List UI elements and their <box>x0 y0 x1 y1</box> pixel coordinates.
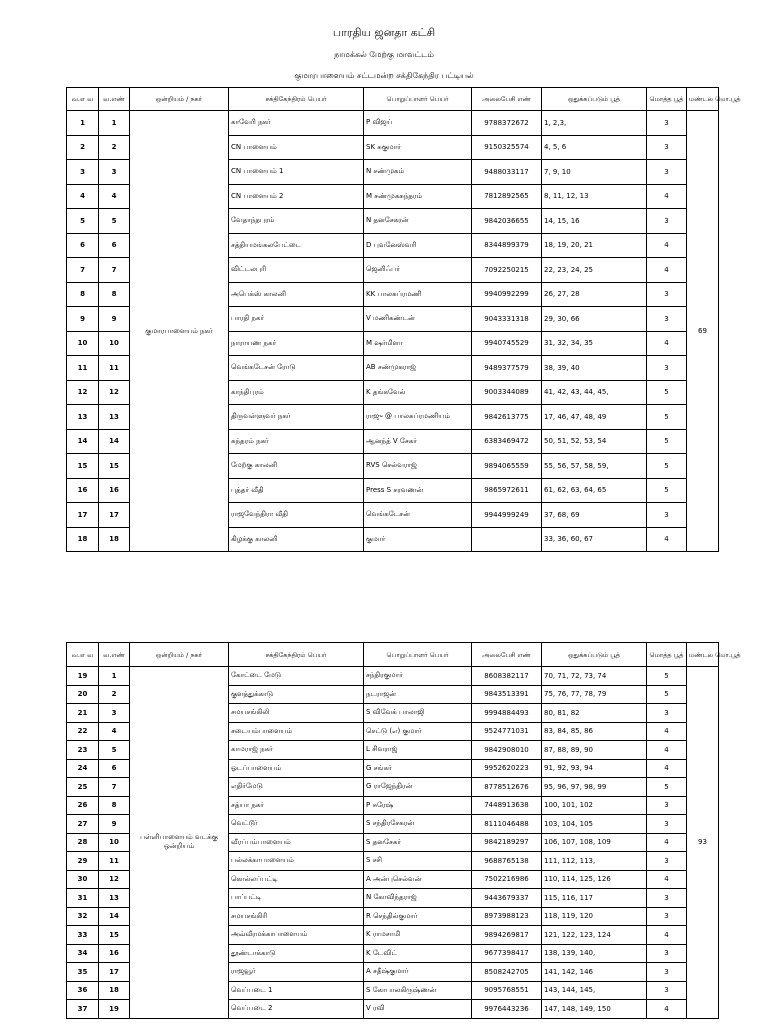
cell-total: 4 <box>647 759 687 778</box>
shakti-kendra-table-1 <box>66 87 741 552</box>
cell-incharge: A அன்புசெல்வன் <box>364 870 472 889</box>
cell-total: 3 <box>647 981 687 1000</box>
cell-phone: 8111046488 <box>472 815 542 834</box>
cell-kendra-name: CN பாளையம் 2 <box>229 184 364 209</box>
cell-kendra-name: வெப்படை 2 <box>229 1000 364 1019</box>
cell-kendra-name: மேற்கு காலனி <box>229 454 364 479</box>
cell-incharge: S சந்திரசேகரன் <box>364 815 472 834</box>
cell-phone: 9842613775 <box>472 405 542 430</box>
cell-kendra-name: எதிர்மேடு <box>229 778 364 797</box>
cell-serial: 1 <box>67 111 99 136</box>
cell-total: 3 <box>647 135 687 160</box>
col-header-incharge: பொறுப்பாளர் பெயர் <box>364 643 472 667</box>
cell-total: 4 <box>647 926 687 945</box>
cell-incharge: ஆனந்த் V சேகர் <box>364 429 472 454</box>
cell-number: 5 <box>99 209 130 234</box>
cell-serial: 15 <box>67 454 99 479</box>
cell-total: 3 <box>647 209 687 234</box>
cell-total: 3 <box>647 944 687 963</box>
cell-kendra-name: அவ்வீரமக்காபாளையம் <box>229 926 364 945</box>
cell-booths: 1, 2,3, <box>542 111 647 136</box>
cell-phone: 6383469472 <box>472 429 542 454</box>
cell-booths: 106, 107, 108, 109 <box>542 833 647 852</box>
cell-number: 13 <box>99 889 130 908</box>
cell-incharge: M ஷர்மிளா <box>364 331 472 356</box>
col-header-total: மொத்த பூத் <box>647 88 687 111</box>
cell-total: 4 <box>647 741 687 760</box>
cell-incharge: P விஜய் <box>364 111 472 136</box>
cell-number: 11 <box>99 852 130 871</box>
cell-phone: 9894065559 <box>472 454 542 479</box>
col-header-number: வ.எண் <box>99 88 130 111</box>
table-row <box>67 667 719 686</box>
cell-kendra-name: சமயசங்கிலி <box>229 704 364 723</box>
cell-number: 18 <box>99 981 130 1000</box>
cell-number: 2 <box>99 135 130 160</box>
cell-incharge: N சண்முகம் <box>364 160 472 185</box>
cell-booths: 80, 81, 82 <box>542 704 647 723</box>
cell-total: 4 <box>647 722 687 741</box>
cell-phone: 9842189297 <box>472 833 542 852</box>
cell-number: 6 <box>99 233 130 258</box>
cell-kendra-name: வெங்கடேசன் ரோடு <box>229 356 364 381</box>
cell-total: 3 <box>647 796 687 815</box>
cell-union-group: குமாரபாளையம் நகர் <box>130 111 229 552</box>
cell-number: 9 <box>99 307 130 332</box>
cell-number: 8 <box>99 282 130 307</box>
cell-incharge: A சதீஷ்குமார் <box>364 963 472 982</box>
cell-phone: 8608382117 <box>472 667 542 686</box>
cell-serial: 18 <box>67 527 99 552</box>
cell-booths: 110, 114, 125, 126 <box>542 870 647 889</box>
cell-phone: 8508242705 <box>472 963 542 982</box>
cell-incharge: G ராஜேந்திரன் <box>364 778 472 797</box>
col-header-mandal-total: மண்டல மொ.பூத் <box>687 88 719 111</box>
cell-number: 1 <box>99 111 130 136</box>
cell-incharge: P சுரேஷ் <box>364 796 472 815</box>
cell-total: 5 <box>647 405 687 430</box>
cell-incharge: சந்திரகுமார் <box>364 667 472 686</box>
cell-total: 3 <box>647 111 687 136</box>
cell-number: 11 <box>99 356 130 381</box>
cell-serial: 34 <box>67 944 99 963</box>
col-header-incharge: பொறுப்பாளர் பெயர் <box>364 88 472 111</box>
cell-number: 6 <box>99 759 130 778</box>
cell-kendra-name: வீரப்பம்பாளையம் <box>229 833 364 852</box>
cell-number: 8 <box>99 796 130 815</box>
cell-number: 10 <box>99 331 130 356</box>
cell-total: 4 <box>647 527 687 552</box>
cell-booths: 87, 88, 89, 90 <box>542 741 647 760</box>
cell-number: 13 <box>99 405 130 430</box>
cell-serial: 12 <box>67 380 99 405</box>
cell-total: 3 <box>647 307 687 332</box>
cell-total: 5 <box>647 478 687 503</box>
cell-incharge: AB சண்முகராஜ் <box>364 356 472 381</box>
cell-booths: 14, 15, 16 <box>542 209 647 234</box>
cell-kendra-name: ஓடப்பாளையம் <box>229 759 364 778</box>
cell-phone: 7502216986 <box>472 870 542 889</box>
cell-mandal-total: 93 <box>687 667 719 1019</box>
cell-phone: 9150325574 <box>472 135 542 160</box>
cell-number: 15 <box>99 454 130 479</box>
cell-incharge: L சிவராஜ் <box>364 741 472 760</box>
cell-phone: 9095768551 <box>472 981 542 1000</box>
cell-phone: 9952620223 <box>472 759 542 778</box>
cell-number: 3 <box>99 160 130 185</box>
cell-serial: 30 <box>67 870 99 889</box>
cell-serial: 32 <box>67 907 99 926</box>
cell-booths: 17, 46, 47, 48, 49 <box>542 405 647 430</box>
col-header-phone: அலைபேசி எண் <box>472 88 542 111</box>
cell-booths: 111, 112, 113, <box>542 852 647 871</box>
cell-total: 3 <box>647 963 687 982</box>
cell-incharge: S சசி <box>364 852 472 871</box>
cell-booths: 8, 11, 12, 13 <box>542 184 647 209</box>
district-subtitle: நாமக்கல் மேற்கு மாவட்டம் <box>334 50 434 59</box>
cell-phone: 8778512676 <box>472 778 542 797</box>
cell-kendra-name: வெட்டூர் <box>229 815 364 834</box>
col-header-serial: வ.எ வ <box>67 643 99 667</box>
cell-booths: 50, 51, 52, 53, 54 <box>542 429 647 454</box>
cell-phone: 9944999249 <box>472 503 542 528</box>
cell-phone: 9003344089 <box>472 380 542 405</box>
cell-number: 19 <box>99 1000 130 1019</box>
cell-number: 15 <box>99 926 130 945</box>
cell-serial: 19 <box>67 667 99 686</box>
cell-booths: 7, 9, 10 <box>542 160 647 185</box>
cell-booths: 37, 68, 69 <box>542 503 647 528</box>
cell-serial: 26 <box>67 796 99 815</box>
cell-total: 3 <box>647 889 687 908</box>
cell-phone: 9842908010 <box>472 741 542 760</box>
cell-serial: 20 <box>67 685 99 704</box>
cell-incharge: வெங்கடேசன் <box>364 503 472 528</box>
document-title: பாரதிய ஜனதா கட்சி <box>332 26 436 39</box>
cell-incharge: R செந்தில்குமார் <box>364 907 472 926</box>
cell-phone: 7092250215 <box>472 258 542 283</box>
cell-total: 4 <box>647 331 687 356</box>
cell-booths: 121, 122, 123, 124 <box>542 926 647 945</box>
cell-kendra-name: ராஜவேந்திரா வீதி <box>229 503 364 528</box>
cell-booths: 33, 36, 60, 67 <box>542 527 647 552</box>
cell-number: 14 <box>99 907 130 926</box>
cell-total: 4 <box>647 1000 687 1019</box>
cell-serial: 13 <box>67 405 99 430</box>
cell-total: 3 <box>647 356 687 381</box>
cell-mandal-total: 69 <box>687 111 719 552</box>
cell-incharge: S கோபாலகிருஷ்ணன் <box>364 981 472 1000</box>
cell-kendra-name: சமயசங்கிரி <box>229 907 364 926</box>
cell-booths: 118, 119, 120 <box>542 907 647 926</box>
cell-incharge: ஜெனிஃபர் <box>364 258 472 283</box>
cell-phone: 9842036655 <box>472 209 542 234</box>
cell-serial: 7 <box>67 258 99 283</box>
cell-total: 3 <box>647 852 687 871</box>
cell-serial: 25 <box>67 778 99 797</box>
cell-kendra-name: காமராஜ் நகர் <box>229 741 364 760</box>
cell-phone: 9524771031 <box>472 722 542 741</box>
cell-incharge: N கோவிந்தராஜ் <box>364 889 472 908</box>
cell-phone: 9865972611 <box>472 478 542 503</box>
cell-kendra-name: குளத்துக்காடு <box>229 685 364 704</box>
cell-serial: 11 <box>67 356 99 381</box>
cell-total: 3 <box>647 282 687 307</box>
cell-kendra-name: சத்யா நகர் <box>229 796 364 815</box>
cell-incharge: KK பாலசுப்ரமணி <box>364 282 472 307</box>
col-header-booths: ஒதுக்கப்படும் பூத் <box>542 643 647 667</box>
cell-number: 3 <box>99 704 130 723</box>
cell-serial: 37 <box>67 1000 99 1019</box>
cell-phone: 7812892565 <box>472 184 542 209</box>
cell-booths: 29, 30, 66 <box>542 307 647 332</box>
table-row <box>67 111 719 136</box>
cell-booths: 115, 116, 117 <box>542 889 647 908</box>
cell-booths: 91, 92, 93, 94 <box>542 759 647 778</box>
col-header-union: ஒன்றியம் / நகர் <box>130 643 229 667</box>
cell-incharge: குமார் <box>364 527 472 552</box>
cell-phone: 9788372672 <box>472 111 542 136</box>
cell-kendra-name: திருவள்ளுவர் நகர் <box>229 405 364 430</box>
cell-booths: 100, 101, 102 <box>542 796 647 815</box>
cell-total: 4 <box>647 870 687 889</box>
cell-total: 3 <box>647 704 687 723</box>
cell-booths: 31, 32, 34, 35 <box>542 331 647 356</box>
cell-incharge: G சங்கர் <box>364 759 472 778</box>
cell-booths: 70, 71, 72, 73, 74 <box>542 667 647 686</box>
cell-incharge: V மணிகண்டன் <box>364 307 472 332</box>
cell-serial: 17 <box>67 503 99 528</box>
cell-serial: 10 <box>67 331 99 356</box>
cell-booths: 26, 27, 28 <box>542 282 647 307</box>
cell-booths: 141, 142, 146 <box>542 963 647 982</box>
cell-incharge: செட்டு (எ) குமார் <box>364 722 472 741</box>
table-header-row <box>67 643 719 667</box>
cell-kendra-name: கொல்லப்பட்டி <box>229 870 364 889</box>
cell-total: 5 <box>647 454 687 479</box>
cell-union-group: பள்ளிபாளையம் வடக்கு ஒன்றியம் <box>130 667 229 1019</box>
col-header-mandal-total: மண்டல மொ.பூத் <box>687 643 719 667</box>
cell-booths: 61, 62, 63, 64, 65 <box>542 478 647 503</box>
cell-kendra-name: அபெக்ஸ் காலனி <box>229 282 364 307</box>
cell-phone: 9043331318 <box>472 307 542 332</box>
cell-incharge: V ரவி <box>364 1000 472 1019</box>
cell-incharge: K தங்கவேல் <box>364 380 472 405</box>
cell-kendra-name: பல்லக்காபாளையம் <box>229 852 364 871</box>
col-header-phone: அலைபேசி எண் <box>472 643 542 667</box>
cell-phone: 8973988123 <box>472 907 542 926</box>
cell-serial: 35 <box>67 963 99 982</box>
cell-number: 14 <box>99 429 130 454</box>
cell-total: 4 <box>647 258 687 283</box>
cell-booths: 143, 144, 145, <box>542 981 647 1000</box>
cell-kendra-name: பாப்பட்டி <box>229 889 364 908</box>
cell-phone: 7448913638 <box>472 796 542 815</box>
cell-incharge: RVS செல்வராஜ் <box>364 454 472 479</box>
cell-phone: 9489377579 <box>472 356 542 381</box>
cell-serial: 2 <box>67 135 99 160</box>
cell-number: 10 <box>99 833 130 852</box>
cell-number: 5 <box>99 741 130 760</box>
cell-booths: 4, 5, 6 <box>542 135 647 160</box>
cell-number: 16 <box>99 478 130 503</box>
cell-number: 17 <box>99 503 130 528</box>
cell-kendra-name: கிழக்கு காலனி <box>229 527 364 552</box>
cell-serial: 24 <box>67 759 99 778</box>
cell-total: 4 <box>647 833 687 852</box>
cell-phone: 9843513391 <box>472 685 542 704</box>
cell-total: 5 <box>647 380 687 405</box>
cell-incharge: M சண்முகசுந்தரம் <box>364 184 472 209</box>
cell-kendra-name: புத்தர் வீதி <box>229 478 364 503</box>
table-header-row <box>67 88 719 111</box>
cell-incharge: K ராமசாமி <box>364 926 472 945</box>
cell-number: 4 <box>99 184 130 209</box>
col-header-serial: வ.எ வ <box>67 88 99 111</box>
cell-kendra-name: சுந்தரம் நகர் <box>229 429 364 454</box>
cell-kendra-name: கோட்டை மேடு <box>229 667 364 686</box>
cell-serial: 23 <box>67 741 99 760</box>
cell-total: 5 <box>647 429 687 454</box>
cell-booths: 103, 104, 105 <box>542 815 647 834</box>
cell-kendra-name: நாராயண நகர் <box>229 331 364 356</box>
cell-number: 9 <box>99 815 130 834</box>
cell-booths: 75, 76, 77, 78, 79 <box>542 685 647 704</box>
cell-phone <box>472 527 542 552</box>
cell-total: 5 <box>647 685 687 704</box>
cell-kendra-name: CN பாளையம் <box>229 135 364 160</box>
cell-serial: 36 <box>67 981 99 1000</box>
cell-serial: 4 <box>67 184 99 209</box>
cell-total: 3 <box>647 907 687 926</box>
cell-kendra-name: ராஜவூர் <box>229 963 364 982</box>
cell-booths: 41, 42, 43, 44, 45, <box>542 380 647 405</box>
cell-phone: 9688765138 <box>472 852 542 871</box>
cell-kendra-name: பாரதி நகர் <box>229 307 364 332</box>
cell-phone: 9940745529 <box>472 331 542 356</box>
cell-serial: 33 <box>67 926 99 945</box>
cell-booths: 38, 39, 40 <box>542 356 647 381</box>
cell-number: 18 <box>99 527 130 552</box>
cell-serial: 29 <box>67 852 99 871</box>
cell-booths: 55, 56, 57, 58, 59, <box>542 454 647 479</box>
cell-incharge: D புவனேஸ்வரி <box>364 233 472 258</box>
cell-number: 12 <box>99 870 130 889</box>
cell-booths: 18, 19, 20, 21 <box>542 233 647 258</box>
cell-number: 4 <box>99 722 130 741</box>
cell-phone: 8344899379 <box>472 233 542 258</box>
cell-phone: 9677398417 <box>472 944 542 963</box>
col-header-total: மொத்த பூத் <box>647 643 687 667</box>
cell-number: 7 <box>99 778 130 797</box>
cell-phone: 9894269817 <box>472 926 542 945</box>
col-header-kendra: சக்திகேந்திரம் பெயர் <box>229 643 364 667</box>
cell-phone: 9488033117 <box>472 160 542 185</box>
cell-serial: 21 <box>67 704 99 723</box>
cell-incharge: S தனசேகர் <box>364 833 472 852</box>
cell-total: 4 <box>647 184 687 209</box>
cell-serial: 27 <box>67 815 99 834</box>
col-header-number: வ.எண் <box>99 643 130 667</box>
cell-incharge: SK சுகுமார் <box>364 135 472 160</box>
cell-total: 3 <box>647 503 687 528</box>
cell-number: 1 <box>99 667 130 686</box>
cell-serial: 8 <box>67 282 99 307</box>
cell-incharge: N தனசேகரன் <box>364 209 472 234</box>
cell-serial: 28 <box>67 833 99 852</box>
cell-total: 3 <box>647 815 687 834</box>
cell-serial: 16 <box>67 478 99 503</box>
cell-booths: 138, 139, 140, <box>542 944 647 963</box>
cell-total: 5 <box>647 778 687 797</box>
cell-incharge: ராஜு @ பாலசுப்ரமணியம் <box>364 405 472 430</box>
cell-total: 3 <box>647 160 687 185</box>
cell-serial: 14 <box>67 429 99 454</box>
cell-kendra-name: விட்டலபுரி <box>229 258 364 283</box>
cell-kendra-name: சத்தியமங்கலபேட்டை <box>229 233 364 258</box>
cell-incharge: K டேவிட் <box>364 944 472 963</box>
cell-serial: 5 <box>67 209 99 234</box>
cell-phone: 9976443236 <box>472 1000 542 1019</box>
cell-number: 2 <box>99 685 130 704</box>
cell-number: 16 <box>99 944 130 963</box>
cell-kendra-name: தூண்டாக்காடு <box>229 944 364 963</box>
cell-incharge: நடராஜன் <box>364 685 472 704</box>
cell-kendra-name: சடையம்பாளையம் <box>229 722 364 741</box>
cell-booths: 22, 23, 24, 25 <box>542 258 647 283</box>
cell-kendra-name: வெப்படை 1 <box>229 981 364 1000</box>
cell-phone: 9994884493 <box>472 704 542 723</box>
col-header-union: ஒன்றியம் / நகர் <box>130 88 229 111</box>
col-header-booths: ஒதுக்கப்படும் பூத் <box>542 88 647 111</box>
cell-serial: 22 <box>67 722 99 741</box>
cell-booths: 83, 84, 85, 86 <box>542 722 647 741</box>
cell-kendra-name: CN பாளையம் 1 <box>229 160 364 185</box>
cell-phone: 9443679337 <box>472 889 542 908</box>
cell-number: 7 <box>99 258 130 283</box>
cell-phone: 9940992299 <box>472 282 542 307</box>
cell-kendra-name: காந்திபுரம் <box>229 380 364 405</box>
col-header-kendra: சக்திகேந்திரம் பெயர் <box>229 88 364 111</box>
list-subtitle: குமாரபாளையம் சட்டமன்ற சக்திகேந்திர பட்டியல் <box>294 71 474 80</box>
cell-total: 4 <box>647 233 687 258</box>
cell-kendra-name: காவேரி நகர் <box>229 111 364 136</box>
cell-kendra-name: வேதாந்தபுரம் <box>229 209 364 234</box>
cell-total: 5 <box>647 667 687 686</box>
cell-serial: 9 <box>67 307 99 332</box>
cell-serial: 31 <box>67 889 99 908</box>
cell-number: 12 <box>99 380 130 405</box>
cell-serial: 6 <box>67 233 99 258</box>
cell-number: 17 <box>99 963 130 982</box>
cell-booths: 147, 148, 149, 150 <box>542 1000 647 1019</box>
cell-booths: 95, 96, 97, 98, 99 <box>542 778 647 797</box>
cell-incharge: S விவேக் பாலாஜி <box>364 704 472 723</box>
shakti-kendra-table-2 <box>66 642 741 1019</box>
cell-incharge: Press S சரவணன் <box>364 478 472 503</box>
cell-serial: 3 <box>67 160 99 185</box>
